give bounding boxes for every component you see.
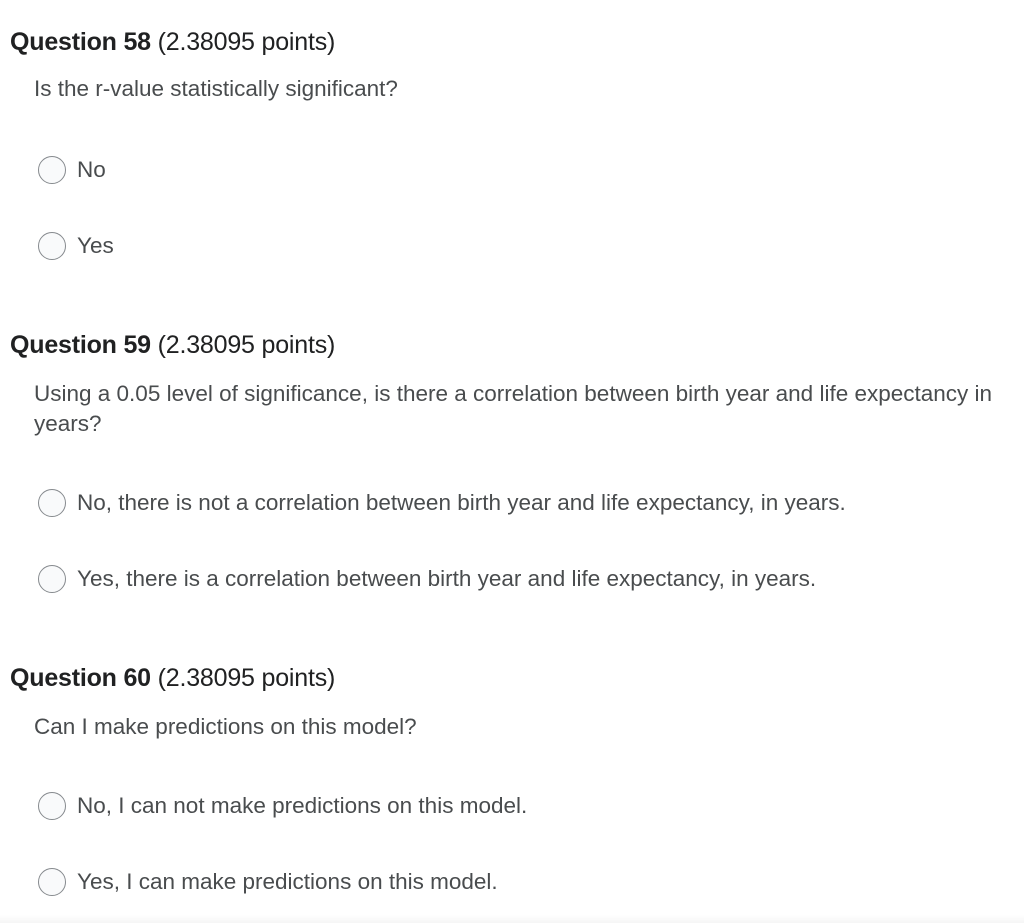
question-title: Question 60	[10, 664, 151, 692]
page-bottom-shadow	[0, 915, 1024, 923]
question-points: (2.38095 points)	[157, 664, 336, 692]
question-header	[10, 330, 335, 360]
option-label[interactable]: No, I can not make predictions on this model.	[77, 793, 528, 818]
option-label[interactable]: No, there is not a correlation between birth year and life expectancy, in years.	[77, 490, 846, 515]
radio-button[interactable]	[38, 868, 66, 896]
question-text: Can I make predictions on this model?	[34, 714, 417, 739]
radio-button[interactable]	[38, 489, 66, 517]
radio-button[interactable]	[38, 232, 66, 260]
question-title: Question 59	[10, 331, 151, 359]
answer-option-yes[interactable]	[38, 563, 816, 595]
option-label[interactable]: Yes	[77, 233, 114, 258]
option-label[interactable]: No	[77, 157, 106, 182]
question-title: Question 58	[10, 28, 151, 56]
question-points: (2.38095 points)	[157, 331, 336, 359]
question-text: Is the r-value statistically significant?	[34, 76, 398, 101]
option-label[interactable]: Yes, there is a correlation between birth year and life expectancy, in years.	[77, 566, 817, 591]
answer-option-no[interactable]	[38, 487, 846, 519]
answer-option-yes[interactable]	[38, 866, 498, 898]
answer-option-no[interactable]	[38, 790, 527, 822]
option-label[interactable]: Yes, I can make predictions on this model.	[77, 869, 498, 894]
answer-option-no[interactable]	[38, 154, 106, 186]
radio-button[interactable]	[38, 792, 66, 820]
question-header	[10, 663, 335, 693]
question-points: (2.38095 points)	[157, 28, 336, 56]
question-text: Using a 0.05 level of significance, is there a correlation between birth year and life expectancy in years?	[34, 381, 993, 436]
radio-button[interactable]	[38, 565, 66, 593]
radio-button[interactable]	[38, 156, 66, 184]
question-header	[10, 27, 335, 57]
answer-option-yes[interactable]	[38, 230, 114, 262]
